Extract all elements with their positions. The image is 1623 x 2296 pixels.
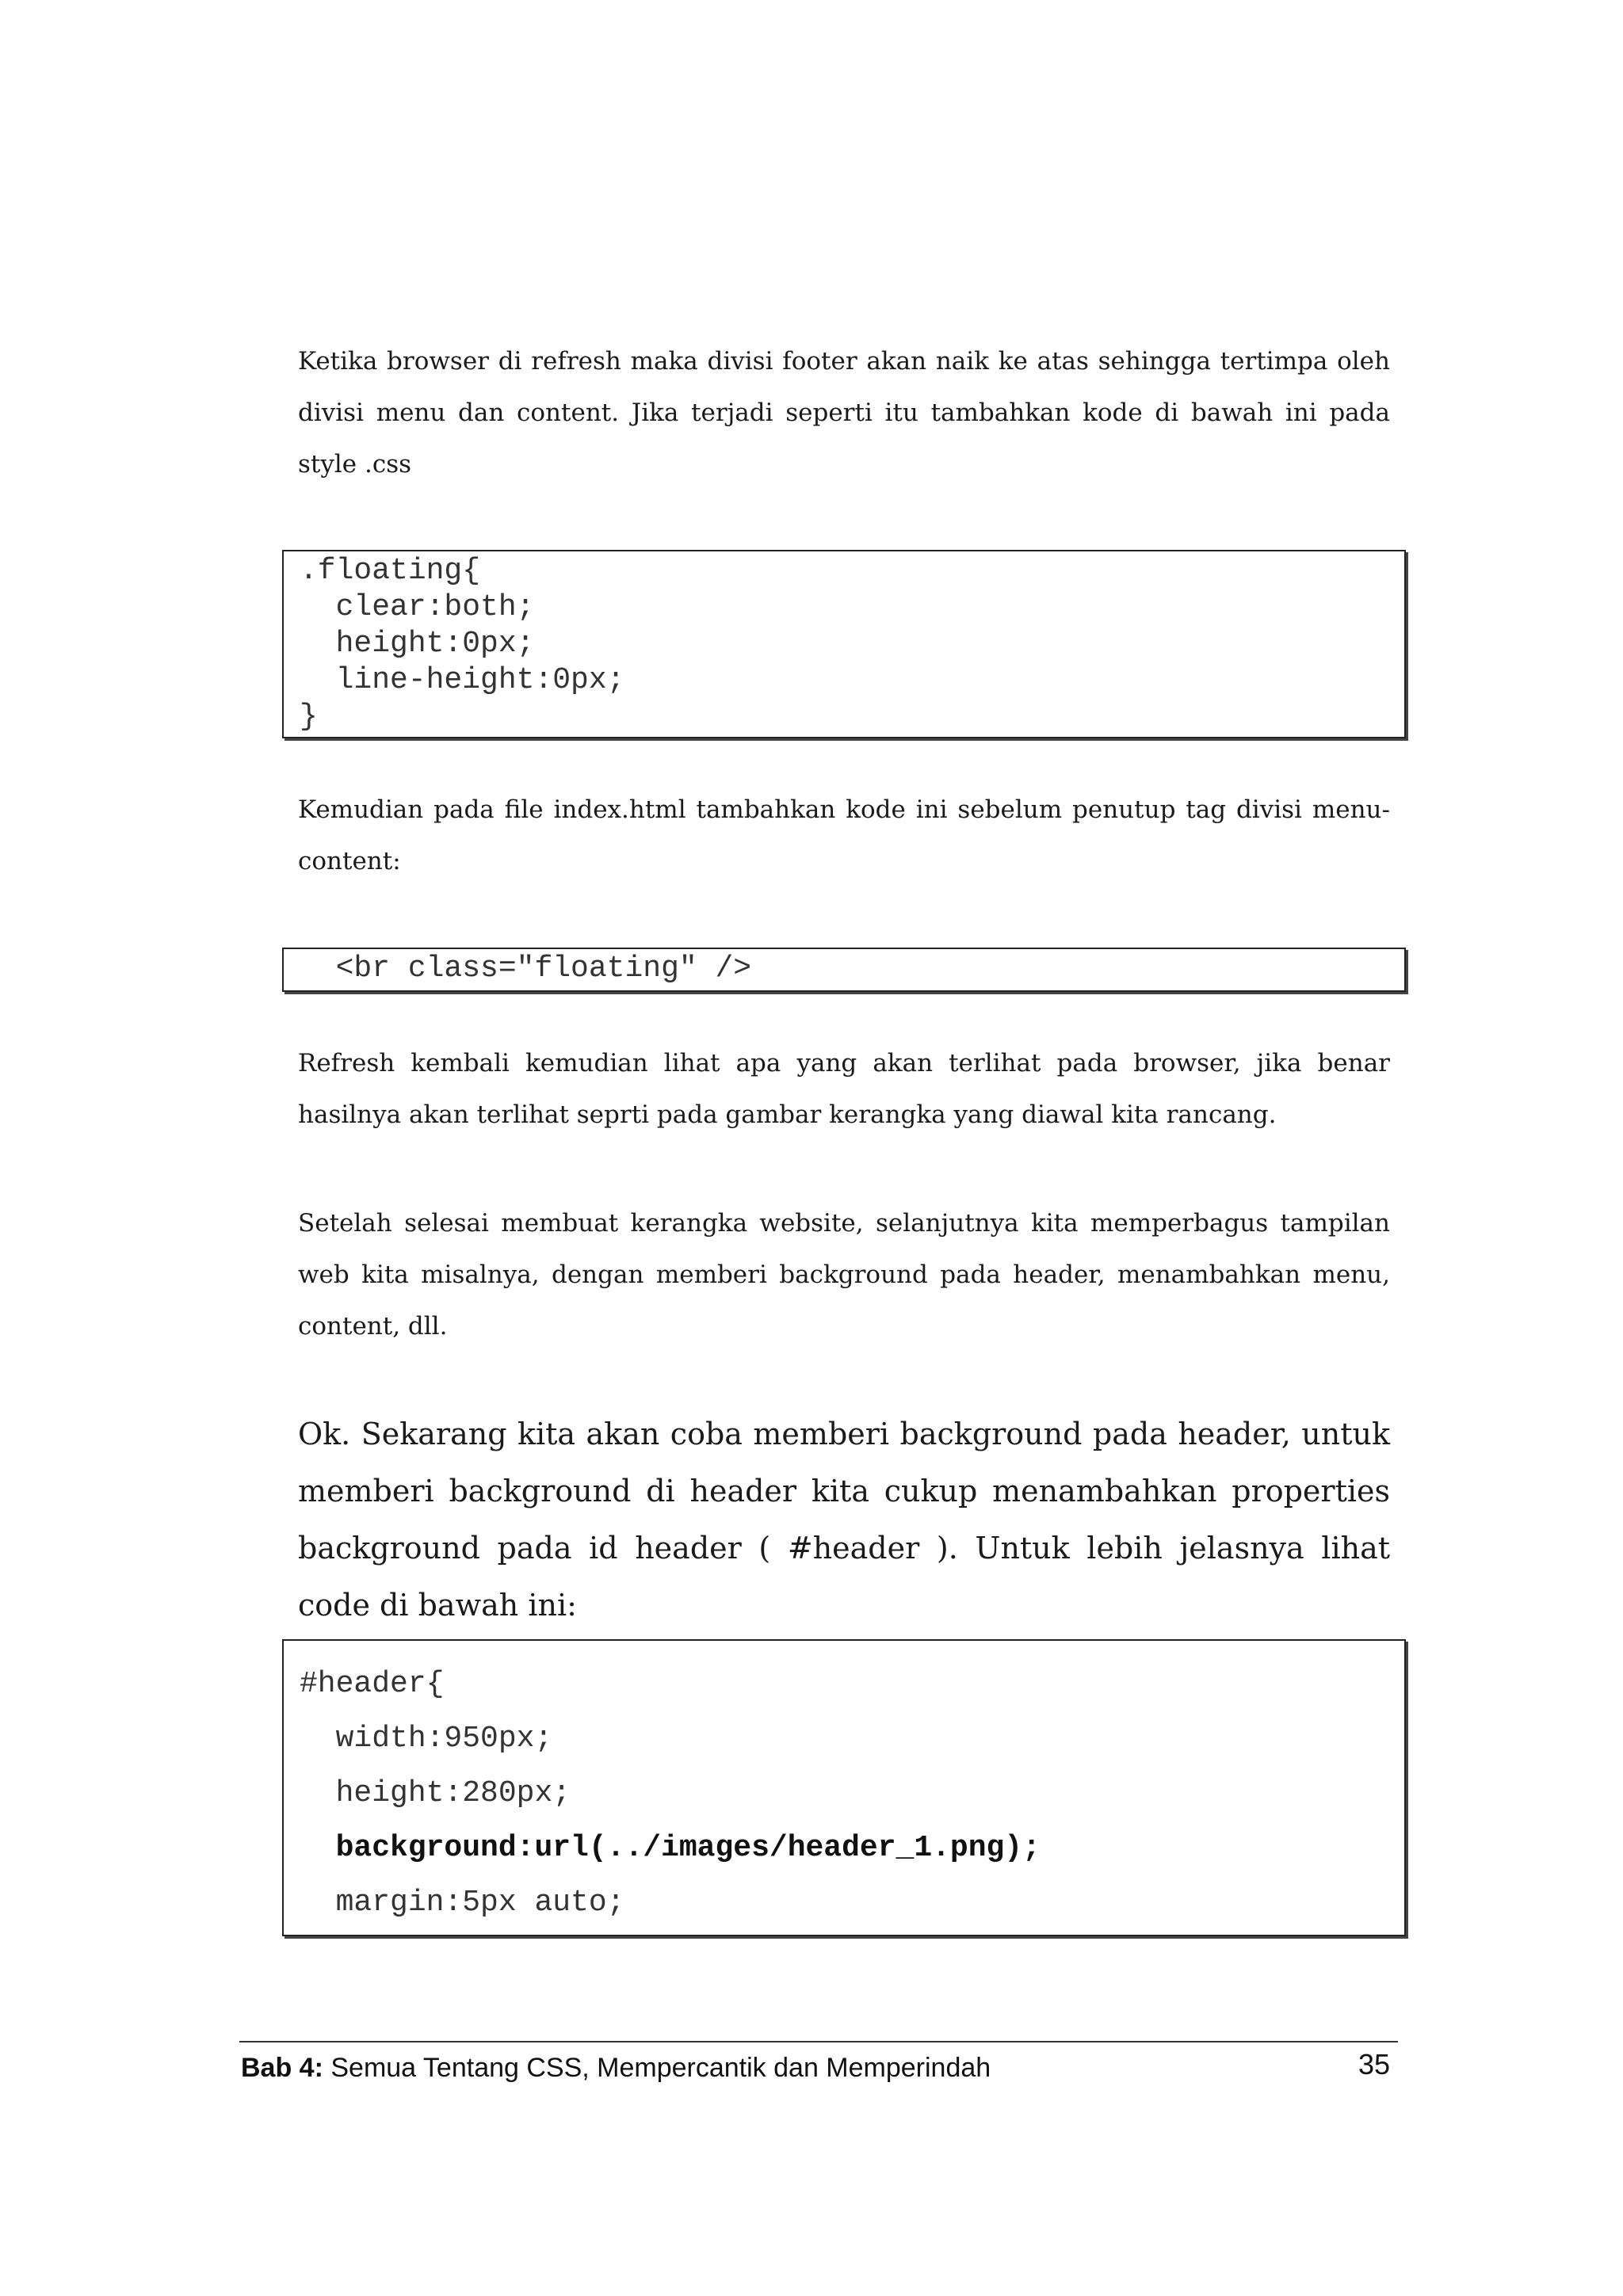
code-line: .floating{ [300,554,481,588]
code-line: width:950px; [300,1722,553,1756]
code-line: <br class="floating" /> [300,952,752,986]
footer-divider [239,2041,1398,2042]
page-number: 35 [1358,2048,1391,2081]
code-line: line-height:0px; [300,663,625,697]
code-block-br-tag [282,948,1406,992]
paragraph-next-steps: Setelah selesai membuat kerangka website, selanjutnya kita memperbagus tampilan web kita misalnya, dengan memberi background pada header, menambahkan menu, content, dll. [298,1209,1390,1341]
footer-chapter [241,2049,991,2087]
paragraph-refresh: Refresh kembali kemudian lihat apa yang akan terlihat pada browser, jika benar hasilnya akan terlihat seprti pada gambar kerangka yang diawal kita rancang. [298,1049,1390,1129]
paragraph-header-background: Ok. Sekarang kita akan coba memberi background pada header, untuk memberi background di header kita cukup menambahkan properties background pada id header ( #header ). Untuk lebih jelasnya lihat code di bawah ini: [298,1417,1390,1623]
code-line: clear:both; [300,590,535,624]
code-line: #header{ [300,1667,445,1701]
chapter-title: Semua Tentang CSS, Mempercantik dan Memperindah [323,2053,991,2083]
code-line: height:280px; [300,1776,571,1810]
code-line-highlighted: background:url(../images/header_1.png); [300,1831,1041,1865]
paragraph-footer-issue: Ketika browser di refresh maka divisi footer akan naik ke atas sehingga tertimpa oleh divisi menu dan content. Jika terjadi seperti itu tambahkan kode di bawah ini pada style .css [298,347,1390,479]
chapter-label: Bab 4: [241,2053,323,2083]
paragraph-index-html: Kemudian pada file index.html tambahkan kode ini sebelum penutup tag divisi menu-content: [298,795,1390,875]
code-block-header [282,1639,1406,1936]
code-block-floating [282,550,1406,738]
code-line: margin:5px auto; [300,1886,625,1920]
code-line: height:0px; [300,627,535,661]
code-line: } [300,700,318,734]
